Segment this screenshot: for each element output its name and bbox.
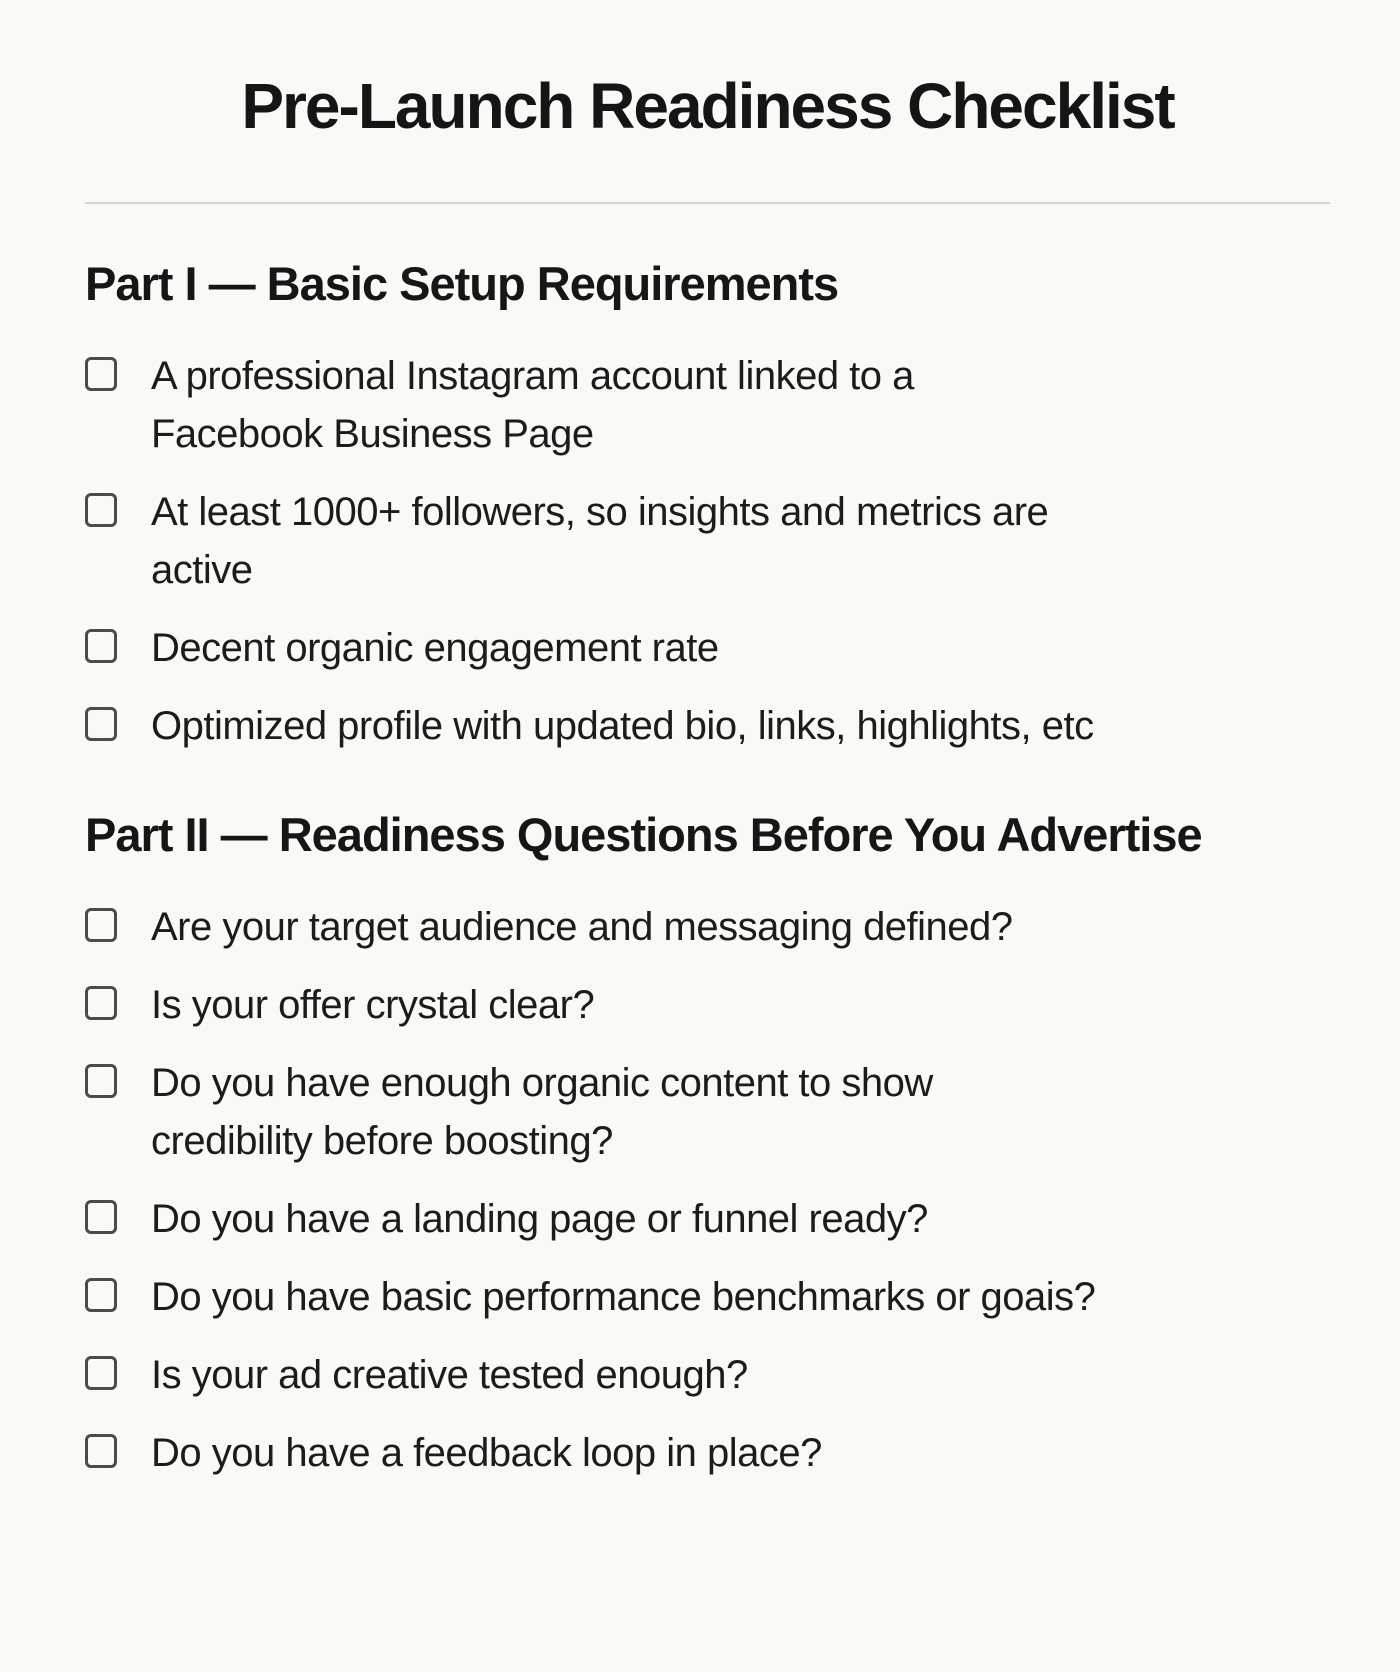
checkbox-unchecked[interactable]: [85, 1278, 117, 1312]
checklist-item: [85, 976, 1330, 1034]
checkbox-unchecked[interactable]: [85, 1064, 117, 1098]
checklist-item: [85, 483, 1330, 599]
checkbox-unchecked[interactable]: [85, 908, 117, 942]
checklist-item-label: Do you have basic performance benchmarks or goais?: [151, 1274, 1096, 1319]
checklist-item: [85, 1190, 1330, 1248]
checklist-item-label: A professional Instagram account linked to a Facebook Business Page: [151, 353, 914, 456]
checklist-item-label: Do you have a landing page or funnel ready?: [151, 1196, 928, 1241]
checklist-part-1: [85, 347, 1330, 755]
checklist-item-label: Are your target audience and messaging defined?: [151, 904, 1013, 949]
checklist-item: [85, 1054, 1330, 1170]
checklist-item: [85, 1346, 1330, 1404]
checklist-item-label: Is your offer crystal clear?: [151, 982, 595, 1027]
checklist-item-label: At least 1000+ followers, so insights and metrics are active: [151, 489, 1049, 592]
checkbox-unchecked[interactable]: [85, 707, 117, 741]
checklist-item: [85, 347, 1330, 463]
checklist-item-label: Do you have enough organic content to show credibility before boosting?: [151, 1060, 933, 1163]
checklist-item-label: Is your ad creative tested enough?: [151, 1352, 748, 1397]
checkbox-unchecked[interactable]: [85, 1200, 117, 1234]
checklist-item: [85, 1268, 1330, 1326]
page-title: Pre-Launch Readiness Checklist: [241, 70, 1174, 142]
checkbox-unchecked[interactable]: [85, 1434, 117, 1468]
divider: [85, 202, 1330, 204]
section-heading-part-2: Part II — Readiness Questions Before You Advertise: [85, 807, 1202, 861]
checkbox-unchecked[interactable]: [85, 986, 117, 1020]
checkbox-unchecked[interactable]: [85, 357, 117, 391]
checkbox-unchecked[interactable]: [85, 629, 117, 663]
checkbox-unchecked[interactable]: [85, 493, 117, 527]
checklist-item-label: Do you have a feedback loop in place?: [151, 1430, 822, 1475]
checklist-item-label: Optimized profile with updated bio, links, highlights, etc: [151, 703, 1094, 748]
checklist-item: [85, 697, 1330, 755]
checkbox-unchecked[interactable]: [85, 1356, 117, 1390]
checklist-item-label: Decent organic engagement rate: [151, 625, 719, 670]
checklist-item: [85, 619, 1330, 677]
section-heading-part-1: Part I — Basic Setup Requirements: [85, 256, 839, 310]
checklist-item: [85, 1424, 1330, 1482]
checklist-part-2: [85, 898, 1330, 1482]
checklist-item: [85, 898, 1330, 956]
